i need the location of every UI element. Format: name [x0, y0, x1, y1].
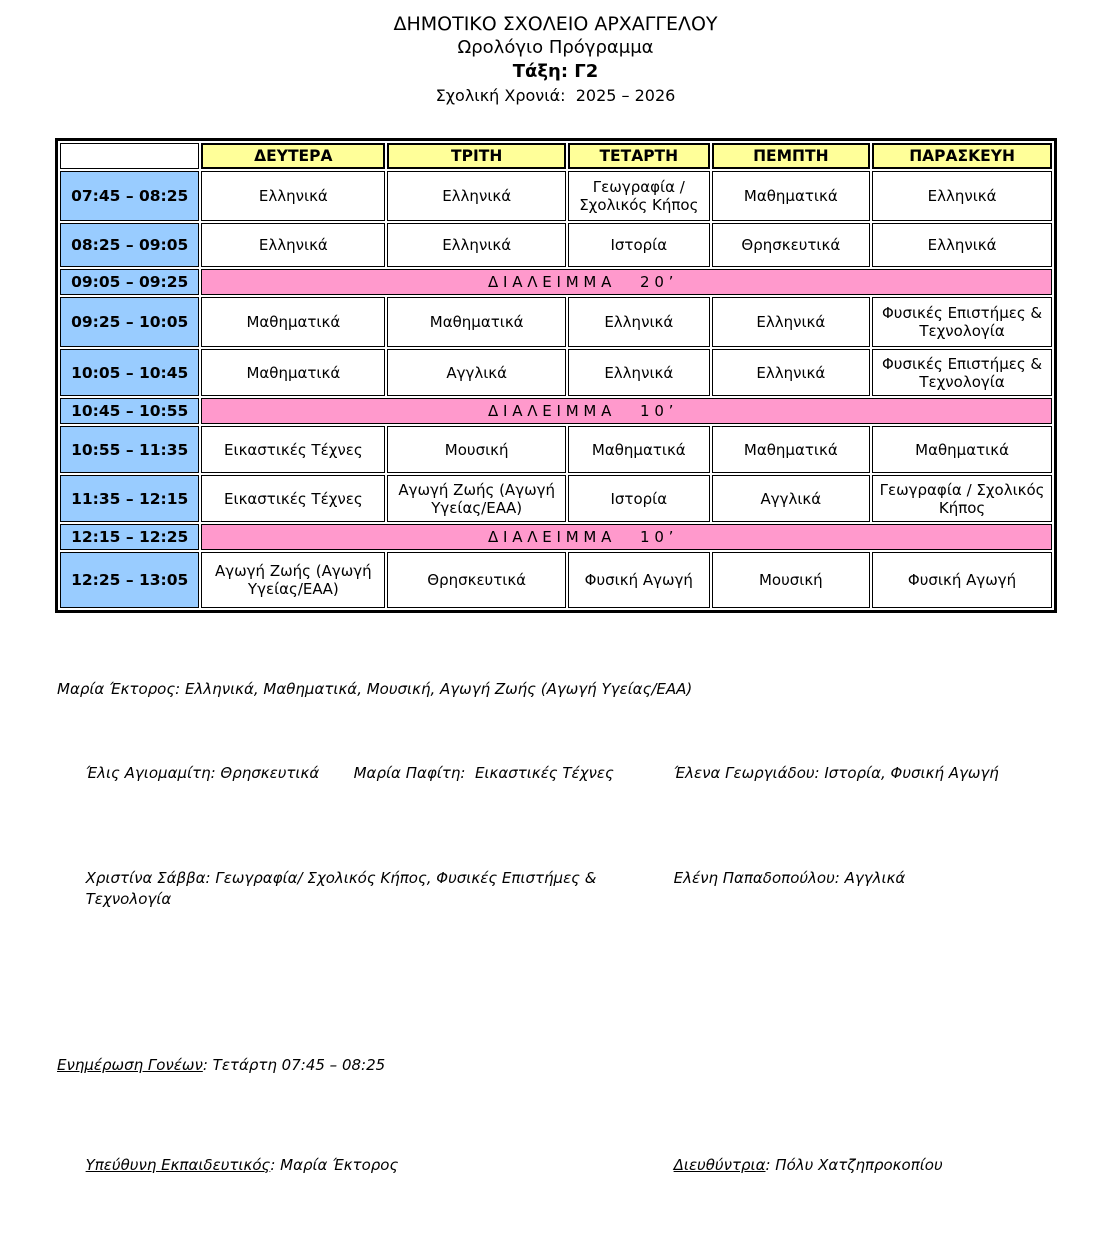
- lesson-cell: Μαθηματικά: [387, 297, 566, 347]
- timetable-row: [60, 223, 1052, 267]
- time-cell: 12:25 – 13:05: [60, 552, 199, 608]
- timetable-row: [60, 171, 1052, 221]
- time-cell: 10:05 – 10:45: [60, 349, 199, 396]
- lesson-cell: Ελληνικά: [201, 223, 385, 267]
- timetable-row: [60, 349, 1052, 396]
- lesson-cell: Φυσικές Επιστήμες & Τεχνολογία: [872, 297, 1052, 347]
- break-row: [60, 398, 1052, 424]
- teacher-entry: Έλενα Γεωργιάδου: Ιστορία, Φυσική Αγωγή: [673, 764, 999, 782]
- teacher-entry: Χριστίνα Σάββα: Γεωγραφία/ Σχολικός Κήπος, Φυσικές Επιστήμες & Τεχνολογία: [85, 869, 602, 908]
- lesson-cell: Μουσική: [387, 426, 566, 473]
- principal-value: : Πόλυ Χατζηπροκοπίου: [765, 1156, 943, 1174]
- lesson-cell: Αγγλικά: [387, 349, 566, 396]
- lesson-cell: Αγγλικά: [712, 475, 871, 522]
- day-header-thursday: ΠΕΜΠΤΗ: [712, 143, 871, 169]
- day-header-monday: ΔΕΥΤΕΡΑ: [201, 143, 385, 169]
- time-cell: 10:55 – 11:35: [60, 426, 199, 473]
- lesson-cell: Θρησκευτικά: [712, 223, 871, 267]
- responsible-teacher-value: : Μαρία Έκτορος: [270, 1156, 399, 1174]
- parents-update-value: : Τετάρτη 07:45 – 08:25: [202, 1056, 386, 1074]
- lesson-cell: Εικαστικές Τέχνες: [201, 426, 385, 473]
- lesson-cell: Αγωγή Ζωής (Αγωγή Υγείας/ΕΑΑ): [387, 475, 566, 522]
- lesson-cell: Ελληνικά: [568, 297, 709, 347]
- parents-update-label: Ενημέρωση Γονέων: [57, 1056, 203, 1074]
- break-cell: Δ Ι Α Λ Ε Ι Μ Μ Α 1 0 ’: [201, 398, 1052, 424]
- lesson-cell: Ελληνικά: [872, 171, 1052, 221]
- time-cell: 09:25 – 10:05: [60, 297, 199, 347]
- school-name: ΔΗΜΟΤΙΚΟ ΣΧΟΛΕΙΟ ΑΡΧΑΓΓΕΛΟΥ: [393, 13, 718, 35]
- lesson-cell: Μαθηματικά: [201, 297, 385, 347]
- lesson-cell: Φυσική Αγωγή: [568, 552, 709, 608]
- day-header-wednesday: ΤΕΤΑΡΤΗ: [568, 143, 709, 169]
- parents-update-line: [57, 1053, 1111, 1078]
- day-header-row: [60, 143, 1052, 169]
- lesson-cell: Ελληνικά: [712, 349, 871, 396]
- teacher-line: Μαρία Έκτορος: Ελληνικά, Μαθηματικά, Μουσική, Αγωγή Ζωής (Αγωγή Υγείας/ΕΑΑ): [57, 680, 693, 698]
- teacher-line: [57, 742, 1111, 805]
- class-label: Τάξη: Γ2: [512, 61, 599, 82]
- principal-label: Διευθύντρια: [673, 1156, 766, 1174]
- lesson-cell: Ιστορία: [568, 475, 709, 522]
- timetable-row: [60, 552, 1052, 608]
- teacher-assignments: [57, 637, 1111, 973]
- lesson-cell: Αγωγή Ζωής (Αγωγή Υγείας/ΕΑΑ): [201, 552, 385, 608]
- lesson-cell: Ελληνικά: [568, 349, 709, 396]
- lesson-cell: Ελληνικά: [387, 171, 566, 221]
- lesson-cell: Ελληνικά: [201, 171, 385, 221]
- time-cell: 08:25 – 09:05: [60, 223, 199, 267]
- responsible-principal-line: [57, 1128, 1111, 1203]
- lesson-cell: Γεωγραφία / Σχολικός Κήπος: [872, 475, 1052, 522]
- lesson-cell: Μαθηματικά: [201, 349, 385, 396]
- responsible-teacher: [86, 1153, 674, 1178]
- lesson-cell: Ιστορία: [568, 223, 709, 267]
- school-year: Σχολική Χρονιά: 2025 – 2026: [435, 86, 676, 105]
- notes-section: [57, 1003, 1111, 1253]
- lesson-cell: Μαθηματικά: [712, 171, 871, 221]
- teacher-entry: Ελένη Παπαδοπούλου: Αγγλικά: [673, 869, 906, 887]
- timetable-row: [60, 297, 1052, 347]
- lesson-cell: Μαθηματικά: [568, 426, 709, 473]
- break-cell: Δ Ι Α Λ Ε Ι Μ Μ Α 1 0 ’: [201, 524, 1052, 550]
- timetable: [55, 138, 1057, 613]
- responsible-teacher-label: Υπεύθυνη Εκπαιδευτικός: [85, 1156, 271, 1174]
- lesson-cell: Γεωγραφία / Σχολικός Κήπος: [568, 171, 709, 221]
- lesson-cell: Φυσικές Επιστήμες & Τεχνολογία: [872, 349, 1052, 396]
- break-cell: Δ Ι Α Λ Ε Ι Μ Μ Α 2 0 ’: [201, 269, 1052, 295]
- lesson-cell: Εικαστικές Τέχνες: [201, 475, 385, 522]
- teacher-entry: Έλις Αγιομαμίτη: Θρησκευτικά: [85, 764, 320, 782]
- break-row: [60, 524, 1052, 550]
- teacher-entry: Μαρία Παφίτη: Εικαστικές Τέχνες: [353, 764, 614, 782]
- lesson-cell: Θρησκευτικά: [387, 552, 566, 608]
- break-row: [60, 269, 1052, 295]
- document-title: Ωρολόγιο Πρόγραμμα: [457, 37, 654, 58]
- lesson-cell: Μαθηματικά: [712, 426, 871, 473]
- time-cell: 10:45 – 10:55: [60, 398, 199, 424]
- time-cell: 09:05 – 09:25: [60, 269, 199, 295]
- time-cell: 11:35 – 12:15: [60, 475, 199, 522]
- time-cell: 12:15 – 12:25: [60, 524, 199, 550]
- lesson-cell: Ελληνικά: [387, 223, 566, 267]
- principal: [674, 1153, 943, 1178]
- lesson-cell: Ελληνικά: [872, 223, 1052, 267]
- lesson-cell: Ελληνικά: [712, 297, 871, 347]
- teacher-line: [57, 847, 1111, 931]
- lesson-cell: Μαθηματικά: [872, 426, 1052, 473]
- corner-cell: [60, 143, 199, 169]
- timetable-row: [60, 426, 1052, 473]
- lesson-cell: Φυσική Αγωγή: [872, 552, 1052, 608]
- timetable-row: [60, 475, 1052, 522]
- day-header-tuesday: ΤΡΙΤΗ: [387, 143, 566, 169]
- lesson-cell: Μουσική: [712, 552, 871, 608]
- day-header-friday: ΠΑΡΑΣΚΕΥΗ: [872, 143, 1052, 169]
- document-header: [0, 0, 1111, 107]
- time-cell: 07:45 – 08:25: [60, 171, 199, 221]
